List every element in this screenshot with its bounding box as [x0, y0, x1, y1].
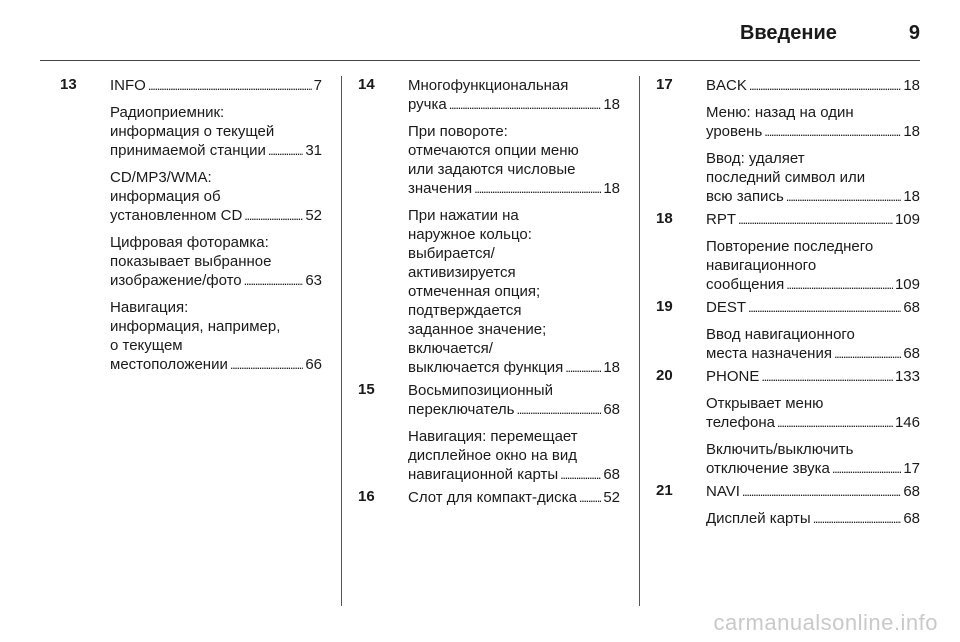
item-text: изображение/фото: [110, 272, 242, 289]
toc-entry: [358, 76, 620, 377]
toc-item: [706, 440, 920, 478]
toc-item: [706, 394, 920, 432]
dot-leader: [832, 459, 901, 478]
column-left: [60, 76, 322, 378]
item-text: выключается функция: [408, 359, 564, 376]
toc-item: [706, 76, 920, 95]
item-text: INFO: [110, 77, 146, 94]
dot-leader: [749, 76, 901, 95]
item-page: 52: [603, 489, 620, 506]
item-page: 18: [903, 77, 920, 94]
item-text: NAVI: [706, 483, 740, 500]
dot-leader: [579, 488, 601, 507]
item-page: 18: [603, 359, 620, 376]
item-text: выбирается/: [408, 245, 495, 262]
item-text: RPT: [706, 211, 736, 228]
item-page: 31: [305, 142, 322, 159]
item-text: При повороте:: [408, 123, 508, 140]
column-middle: [358, 76, 620, 511]
entry-number: 16: [358, 488, 375, 505]
toc-entry: [656, 76, 920, 206]
dot-leader: [786, 187, 902, 206]
entry-number: 15: [358, 381, 375, 398]
item-text: Включить/выключить: [706, 441, 854, 458]
item-text: отключение звука: [706, 460, 830, 477]
toc-item: [110, 76, 322, 95]
item-text: всю запись: [706, 188, 784, 205]
dot-leader: [738, 210, 893, 229]
item-page: 68: [903, 299, 920, 316]
item-text: или задаются числовые: [408, 161, 576, 178]
item-text: Дисплей карты: [706, 510, 811, 527]
item-page: 63: [305, 272, 322, 289]
dot-leader: [565, 358, 601, 377]
item-page: 18: [603, 96, 620, 113]
item-text: отмеченная опция;: [408, 283, 541, 300]
item-text: дисплейное окно на вид: [408, 447, 577, 464]
toc-entry: [656, 367, 920, 478]
dot-leader: [230, 355, 303, 374]
toc-item: [110, 298, 322, 374]
item-text: телефона: [706, 414, 775, 431]
toc-item: [408, 488, 620, 507]
toc-item: [706, 509, 920, 528]
page-number: 9: [908, 21, 920, 44]
item-page: 109: [894, 276, 920, 293]
header-rule: [40, 60, 920, 61]
item-page: 7: [313, 77, 322, 94]
item-text: навигационного: [706, 257, 817, 274]
item-text: Навигация: перемещает: [408, 428, 578, 445]
dot-leader: [517, 400, 602, 419]
item-text: местоположении: [110, 356, 228, 373]
dot-leader: [148, 76, 312, 95]
dot-leader: [777, 413, 893, 432]
entry-number: 17: [656, 76, 673, 93]
item-text: заданное значение;: [408, 321, 547, 338]
dot-leader: [834, 344, 901, 363]
item-text: принимаемой станции: [110, 142, 266, 159]
toc-item: [706, 103, 920, 141]
dot-leader: [786, 275, 893, 294]
column-divider: [639, 76, 640, 606]
item-text: Цифровая фоторамка:: [110, 234, 269, 251]
entry-number: 21: [656, 482, 673, 499]
dot-leader: [742, 482, 901, 501]
item-text: информация, например,: [110, 318, 281, 335]
item-page: 66: [305, 356, 322, 373]
item-text: Восьмипозиционный: [408, 382, 553, 399]
item-text: установленном CD: [110, 207, 243, 224]
item-text: CD/MP3/WMA:: [110, 169, 212, 186]
item-page: 18: [603, 180, 620, 197]
toc-item: [706, 325, 920, 363]
toc-item: [110, 168, 322, 225]
item-text: информация о текущей: [110, 123, 275, 140]
item-text: BACK: [706, 77, 747, 94]
dot-leader: [560, 465, 601, 484]
item-text: отмечаются опции меню: [408, 142, 579, 159]
dot-leader: [813, 509, 902, 528]
dot-leader: [474, 179, 601, 198]
item-page: 133: [894, 368, 920, 385]
item-text: Слот для компакт-диска: [408, 489, 577, 506]
item-page: 68: [603, 401, 620, 418]
toc-item: [706, 298, 920, 317]
item-text: Повторение последнего: [706, 238, 874, 255]
item-text: навигационной карты: [408, 466, 559, 483]
item-text: Радиоприемник:: [110, 104, 225, 121]
toc-item: [110, 103, 322, 160]
item-text: переключатель: [408, 401, 515, 418]
item-text: о текущем: [110, 337, 183, 354]
item-text: места назначения: [706, 345, 832, 362]
toc-item: [706, 367, 920, 386]
item-text: значения: [408, 180, 473, 197]
item-text: показывает выбранное: [110, 253, 272, 270]
item-text: PHONE: [706, 368, 760, 385]
item-text: информация об: [110, 188, 221, 205]
item-page: 68: [603, 466, 620, 483]
toc-entry: [656, 210, 920, 294]
toc-item: [408, 76, 620, 114]
dot-leader: [449, 95, 602, 114]
item-text: уровень: [706, 123, 763, 140]
toc-item: [408, 206, 620, 377]
toc-entry: [60, 76, 322, 374]
item-text: DEST: [706, 299, 747, 316]
item-text: активизируется: [408, 264, 516, 281]
item-page: 109: [894, 211, 920, 228]
entry-number: 20: [656, 367, 673, 384]
toc-item: [706, 210, 920, 229]
dot-leader: [244, 206, 303, 225]
item-page: 18: [903, 123, 920, 140]
item-text: Ввод: удаляет: [706, 150, 805, 167]
toc-entry: [358, 488, 620, 507]
item-page: 68: [903, 510, 920, 527]
entry-number: 13: [60, 76, 77, 93]
dot-leader: [244, 271, 304, 290]
toc-item: [706, 149, 920, 206]
item-page: 146: [894, 414, 920, 431]
item-page: 52: [305, 207, 322, 224]
toc-item: [408, 381, 620, 419]
column-right: [656, 76, 920, 532]
item-text: сообщения: [706, 276, 785, 293]
toc-item: [706, 237, 920, 294]
item-page: 68: [903, 345, 920, 362]
dot-leader: [268, 141, 303, 160]
item-text: включается/: [408, 340, 493, 357]
toc-item: [706, 482, 920, 501]
entry-number: 19: [656, 298, 673, 315]
toc-item: [408, 122, 620, 198]
page-header: [40, 18, 920, 48]
item-text: подтверждается: [408, 302, 522, 319]
column-divider: [341, 76, 342, 606]
toc-entry: [656, 298, 920, 363]
item-page: 18: [903, 188, 920, 205]
watermark: carmanualsonline.info: [713, 610, 938, 635]
dot-leader: [764, 122, 901, 141]
toc-item: [408, 427, 620, 484]
toc-item: [110, 233, 322, 290]
entry-number: 18: [656, 210, 673, 227]
item-text: ручка: [408, 96, 447, 113]
item-text: Навигация:: [110, 299, 189, 316]
toc-entry: [656, 482, 920, 528]
item-text: Ввод навигационного: [706, 326, 855, 343]
item-text: Меню: назад на один: [706, 104, 854, 121]
item-text: При нажатии на: [408, 207, 519, 224]
toc-entry: [358, 381, 620, 484]
page-title: Введение: [739, 21, 837, 44]
item-text: последний символ или: [706, 169, 866, 186]
item-text: Открывает меню: [706, 395, 824, 412]
dot-leader: [748, 298, 901, 317]
entry-number: 14: [358, 76, 375, 93]
dot-leader: [761, 367, 893, 386]
item-page: 68: [903, 483, 920, 500]
item-page: 17: [903, 460, 920, 477]
item-text: Многофункциональная: [408, 77, 569, 94]
item-text: наружное кольцо:: [408, 226, 532, 243]
